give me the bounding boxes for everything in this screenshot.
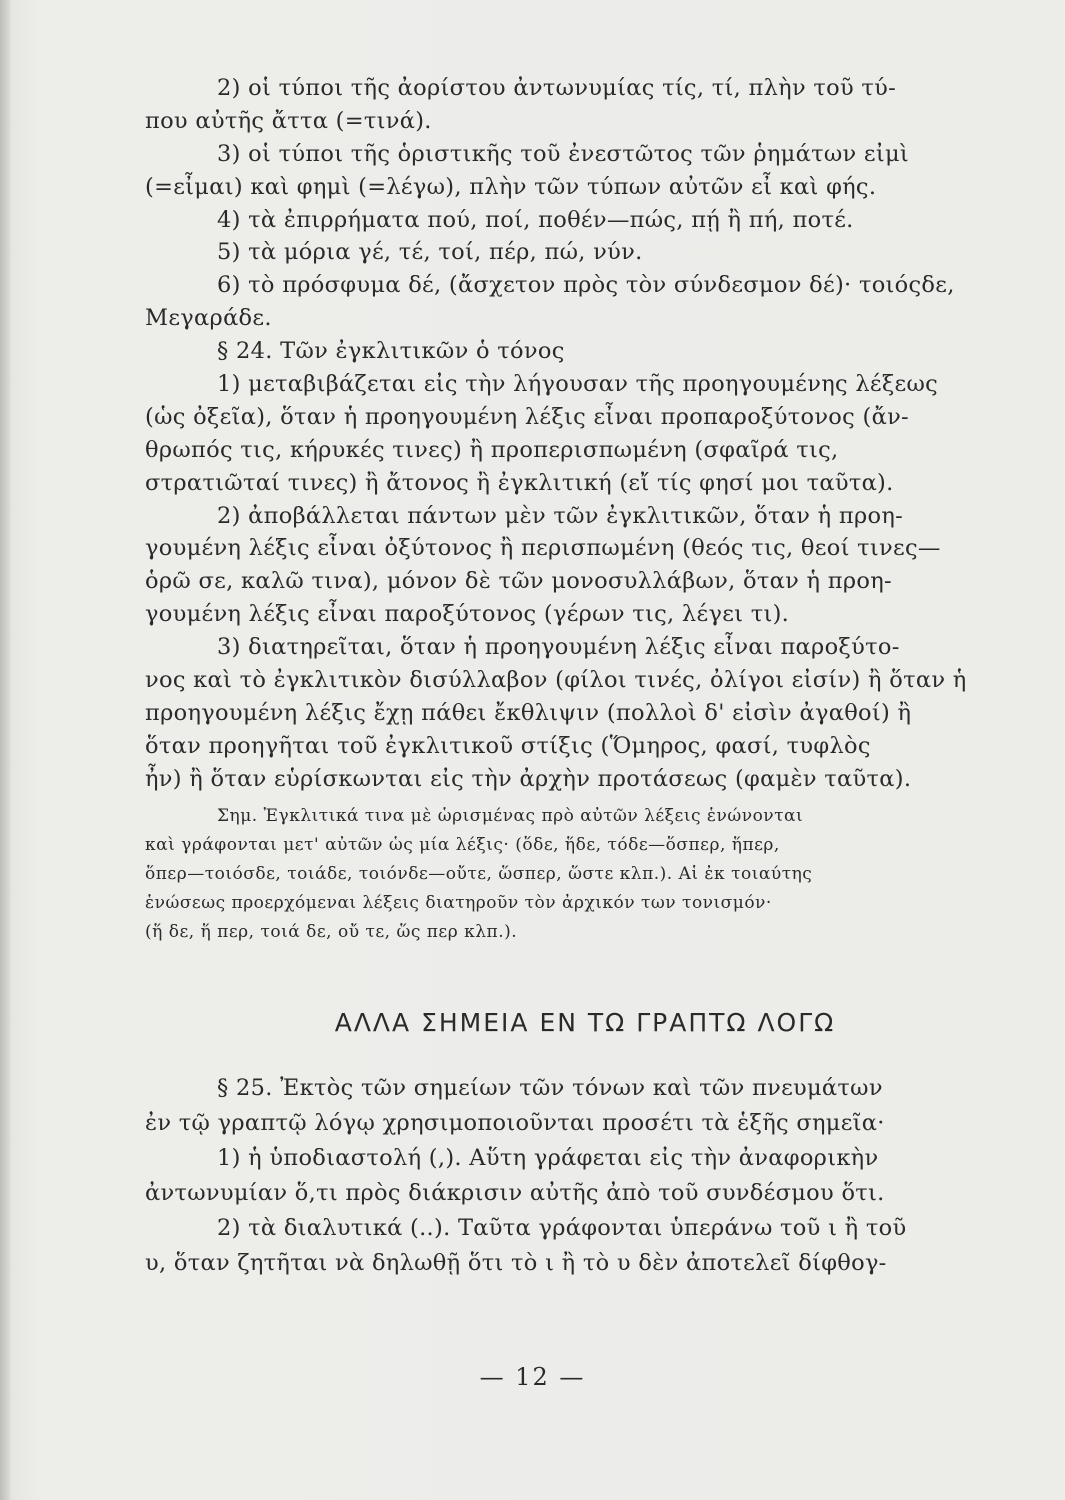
text-line: νος καὶ τὸ ἐγκλιτικὸν δισύλλαβον (φίλοι τινές, ὀλίγοι εἰσίν) ἢ ὅταν ἡ [145, 667, 967, 694]
text-line: που αὐτῆς ἄττα (=τινά). [145, 107, 432, 134]
note-line: (ἥ δε, ἥ περ, τοιά δε, οὔ τε, ὥς περ κλπ.). [145, 921, 518, 942]
text-line: 1) μεταβιβάζεται εἰς τὴν λήγουσαν τῆς προηγουμένης λέξεως [217, 371, 939, 398]
note-line: ὅπερ—τοιόσδε, τοιάδε, τοιόνδε—οὔτε, ὥσπερ, ὥστε κλπ.). Αἱ ἐκ τοιαύτης [145, 863, 813, 884]
text-line: ὅταν προηγῆται τοῦ ἐγκλιτικοῦ στίξις (Ὅμηρος, φασί, τυφλὸς [145, 732, 871, 759]
text-line: ἀντωνυμίαν ὅ,τι πρὸς διάκρισιν αὐτῆς ἀπὸ τοῦ συνδέσμου ὅτι. [145, 1179, 885, 1206]
text-line: 2) τὰ διαλυτικά (..). Ταῦτα γράφονται ὑπεράνω τοῦ ι ἢ τοῦ [217, 1214, 907, 1241]
text-line: 1) ἡ ὑποδιαστολή (,). Αὕτη γράφεται εἰς τὴν ἀναφορικὴν [217, 1144, 879, 1171]
spacer [145, 947, 1045, 1003]
note-line: ἑνώσεως προερχόμεναι λέξεις διατηροῦν τὸν ἀρχικόν των τονισμόν· [145, 892, 772, 913]
page-number: — 12 — [479, 1363, 586, 1391]
section-25-title: § 25. Ἐκτὸς τῶν σημείων τῶν τόνων καὶ τῶν πνευμάτων [217, 1074, 883, 1101]
text-line: Μεγαράδε. [145, 305, 272, 332]
text-line: υ, ὅταν ζητῆται νὰ δηλωθῇ ὅτι τὸ ι ἢ τὸ υ δὲν ἀποτελεῖ δίφθογ- [145, 1249, 887, 1276]
note-line: καὶ γράφονται μετ' αὐτῶν ὡς μία λέξις· (ὅδε, ἥδε, τόδε—ὅσπερ, ἥπερ, [145, 834, 780, 855]
text-line: προηγουμένη λέξις ἔχῃ πάθει ἔκθλιψιν (πολλοὶ δ' εἰσὶν ἀγαθοί) ἢ [145, 699, 912, 726]
note-line: Σημ. Ἐγκλιτικά τινα μὲ ὡρισμένας πρὸ αὐτῶν λέξεις ἑνώνονται [217, 805, 804, 826]
text-line: θρωπός τις, κήρυκές τινες) ἢ προπερισπωμένη (σφαῖρά τις, [145, 436, 839, 463]
text-line: 3) διατηρεῖται, ὅταν ἡ προηγουμένη λέξις εἶναι παροξύτο- [217, 634, 900, 661]
text-line: 4) τὰ ἐπιρρήματα πού, ποί, ποθέν—πώς, πῄ ἢ πή, ποτέ. [217, 206, 854, 233]
section-heading: ΑΛΛΑ ΣΗΜΕΙΑ ΕΝ ΤΩ ΓΡΑΠΤΩ ΛΟΓΩ [334, 1007, 836, 1037]
text-line: (ὡς ὀξεῖα), ὅταν ἡ προηγουμένη λέξις εἶναι προπαροξύτονος (ἄν- [145, 403, 909, 430]
text-line: 2) ἀποβάλλεται πάντων μὲν τῶν ἐγκλιτικῶν, ὅταν ἡ προη- [217, 502, 904, 529]
text-line: στρατιῶταί τινες) ἢ ἄτονος ἢ ἐγκλιτική (εἴ τίς φησί μοι ταῦτα). [145, 469, 894, 496]
text-line: γουμένη λέξις εἶναι ὀξύτονος ἢ περισπωμένη (θεός τις, θεοί τινες— [145, 535, 941, 562]
section-24-title: § 24. Τῶν ἐγκλιτικῶν ὁ τόνος [217, 338, 565, 365]
text-line: γουμένη λέξις εἶναι παροξύτονος (γέρων τις, λέγει τι). [145, 601, 790, 628]
part-two [145, 1071, 1045, 1281]
text-line: ὁρῶ σε, καλῶ τινα), μόνον δὲ τῶν μονοσυλλάβων, ὅταν ἡ προη- [145, 568, 892, 595]
text-line: 3) οἱ τύποι τῆς ὁριστικῆς τοῦ ἐνεστῶτος τῶν ῥημάτων εἰμὶ [217, 140, 910, 167]
text-line: 6) τὸ πρόσφυμα δέ, (ἄσχετον πρὸς τὸν σύνδεσμον δέ)· τοιόςδε, [217, 272, 955, 299]
text-line: ἐν τῷ γραπτῷ λόγῳ χρησιμοποιοῦνται προσέτι τὰ ἑξῆς σημεῖα· [145, 1109, 885, 1136]
text-line: 2) οἱ τύποι τῆς ἀορίστου ἀντωνυμίας τίς, τί, πλὴν τοῦ τύ- [217, 75, 897, 101]
part-one [145, 72, 1045, 796]
text-line: ἦν) ἢ ὅταν εὑρίσκωνται εἰς τὴν ἀρχὴν προτάσεως (φαμὲν ταῦτα). [145, 765, 912, 792]
page-text-body [145, 72, 1045, 1281]
note-block [145, 802, 1045, 947]
text-line: (=εἶμαι) καὶ φημὶ (=λέγω), πλὴν τῶν τύπων αὐτῶν εἶ καὶ φής. [145, 173, 877, 200]
page-spine-shadow [0, 0, 10, 1500]
text-line: 5) τὰ μόρια γέ, τέ, τοί, πέρ, πώ, νύν. [217, 239, 643, 266]
